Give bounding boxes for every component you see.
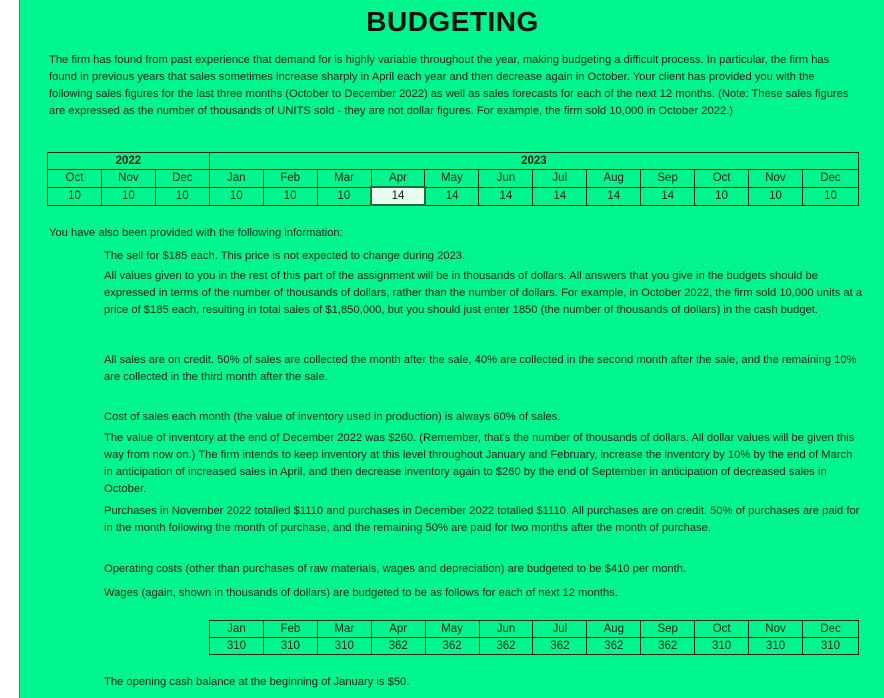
sales-value-cell[interactable]: 10 <box>317 187 371 205</box>
sales-value-cell[interactable]: 10 <box>209 187 263 205</box>
month-cell[interactable]: May <box>425 170 479 188</box>
month-cell[interactable]: Mar <box>317 170 371 188</box>
wages-paragraph: Wages (again, shown in thousands of dollars) are budgeted to be as follows for each of next 12 months. <box>104 587 618 599</box>
month-cell[interactable]: Dec <box>155 170 209 188</box>
spreadsheet-area <box>19 0 884 698</box>
wage-value-cell[interactable]: 362 <box>641 638 695 655</box>
sales-value-cell[interactable]: 14 <box>533 187 587 205</box>
month-cell[interactable]: Dec <box>802 170 858 188</box>
price-paragraph: The sell for $185 each. This price is not expected to change during 2023. <box>104 250 466 262</box>
year-2023-header: 2023 <box>209 153 858 170</box>
cash-paragraph: The opening cash balance at the beginning of January is $50. <box>104 676 410 688</box>
wage-value-cell[interactable]: 310 <box>263 638 317 655</box>
wage-value-cell[interactable]: 362 <box>425 638 479 655</box>
wage-month-cell[interactable]: Sep <box>641 621 695 638</box>
sales-value-cell[interactable]: 10 <box>802 187 858 205</box>
month-cell[interactable]: Oct <box>695 170 749 188</box>
wage-month-cell[interactable]: Dec <box>802 621 858 638</box>
sales-table <box>47 152 859 206</box>
wage-value-cell[interactable]: 310 <box>802 638 858 655</box>
wages-table <box>209 620 859 655</box>
credit-paragraph: All sales are on credit. 50% of sales are collected the month after the sale, 40% are collected in the second month after the sale, and the remaining 10% are collected in the third month after the sale. <box>104 354 857 384</box>
sales-value-cell[interactable]: 14 <box>479 187 533 205</box>
wage-month-cell[interactable]: Jan <box>210 621 264 638</box>
wage-value-cell[interactable]: 310 <box>749 638 803 655</box>
sales-value-cell[interactable]: 10 <box>101 187 155 205</box>
page-title: BUDGETING <box>366 6 539 37</box>
sales-value-cell[interactable]: 10 <box>695 187 749 205</box>
wage-month-cell[interactable]: Apr <box>371 621 425 638</box>
wage-value-cell[interactable]: 362 <box>587 638 641 655</box>
sales-value-cell[interactable]: 10 <box>48 187 102 205</box>
wage-value-cell[interactable]: 362 <box>533 638 587 655</box>
year-2022-header: 2022 <box>48 153 210 170</box>
purchases-paragraph: Purchases in November 2022 totalled $1110 and purchases in December 2022 totalled $1110. All purchases are on credit. 50% of purchases are paid for in the month following the month of purchase, and the remaining 50% are paid for two months after the month of purchase. <box>104 505 860 535</box>
sales-value-cell[interactable]: 14 <box>641 187 695 205</box>
wage-month-cell[interactable]: Feb <box>263 621 317 638</box>
info-heading: You have also been provided with the following information: <box>49 227 343 239</box>
month-cell[interactable]: Nov <box>101 170 155 188</box>
month-cell[interactable]: Feb <box>263 170 317 188</box>
operating-cost-paragraph: Operating costs (other than purchases of raw materials, wages and depreciation) are budgeted to be $410 per month. <box>104 563 687 575</box>
wage-month-cell[interactable]: Aug <box>587 621 641 638</box>
month-cell[interactable]: Sep <box>641 170 695 188</box>
sales-value-cell[interactable]: 10 <box>155 187 209 205</box>
month-cell[interactable]: Jun <box>479 170 533 188</box>
wage-month-cell[interactable]: May <box>425 621 479 638</box>
month-cell[interactable]: Jul <box>533 170 587 188</box>
sales-value-cell[interactable]: 14 <box>587 187 641 205</box>
selected-sales-cell[interactable]: 14 <box>371 187 425 205</box>
month-cell[interactable]: Jan <box>209 170 263 188</box>
values-paragraph: All values given to you in the rest of this part of the assignment will be in thousands of dollars. All answers that you give in the budgets should be expressed in terms of the number of thousands of dollars, rather than the number of dollars. For example, in October 2022, the firm sold 10,000 units at a price of $185 each, resulting in total sales of $1,850,000, but you should just enter 1850 (the number of thousands of dollars) in the cash budget. <box>104 270 863 317</box>
month-cell[interactable]: Aug <box>587 170 641 188</box>
wage-value-cell[interactable]: 362 <box>371 638 425 655</box>
sales-value-cell[interactable]: 10 <box>263 187 317 205</box>
sales-value-cell[interactable]: 10 <box>749 187 803 205</box>
sales-value-cell[interactable]: 14 <box>425 187 479 205</box>
month-cell[interactable]: Oct <box>48 170 102 188</box>
month-cell[interactable]: Nov <box>749 170 803 188</box>
wage-value-cell[interactable]: 310 <box>695 638 749 655</box>
wage-month-cell[interactable]: Oct <box>695 621 749 638</box>
wage-month-cell[interactable]: Jun <box>479 621 533 638</box>
month-cell[interactable]: Apr <box>371 170 425 188</box>
wage-month-cell[interactable]: Jul <box>533 621 587 638</box>
cost-paragraph: Cost of sales each month (the value of inventory used in production) is always 60% of sales. <box>104 411 561 423</box>
wage-month-cell[interactable]: Nov <box>749 621 803 638</box>
wage-month-cell[interactable]: Mar <box>317 621 371 638</box>
wage-value-cell[interactable]: 310 <box>210 638 264 655</box>
wage-value-cell[interactable]: 362 <box>479 638 533 655</box>
wage-value-cell[interactable]: 310 <box>317 638 371 655</box>
inventory-paragraph: The value of inventory at the end of December 2022 was $260. (Remember, that's the number of thousands of dollars. All dollar values will be given this way from now on.) The firm intends to keep inventory at this level throughout January and February, increase the inventory by 10% by the end of March in anticipation of increased sales in April, and then decrease inventory again to $260 by the end of September in anticipation of decreased sales in October. <box>104 432 855 496</box>
intro-paragraph: The firm has found from past experience that demand for is highly variable throughout the year, making budgeting a difficult process. In particular, the firm has found in previous years that sales sometimes increase sharply in April each year and then decrease again in October. Your client has provided you with the following sales figures for the last three months (October to December 2022) as well as sales forecasts for each of the next 12 months. (Note: These sales figures are expressed as the number of thousands of UNITS sold - they are not dollar figures. For example, the firm sold 10,000 in October 2022.) <box>49 54 849 118</box>
